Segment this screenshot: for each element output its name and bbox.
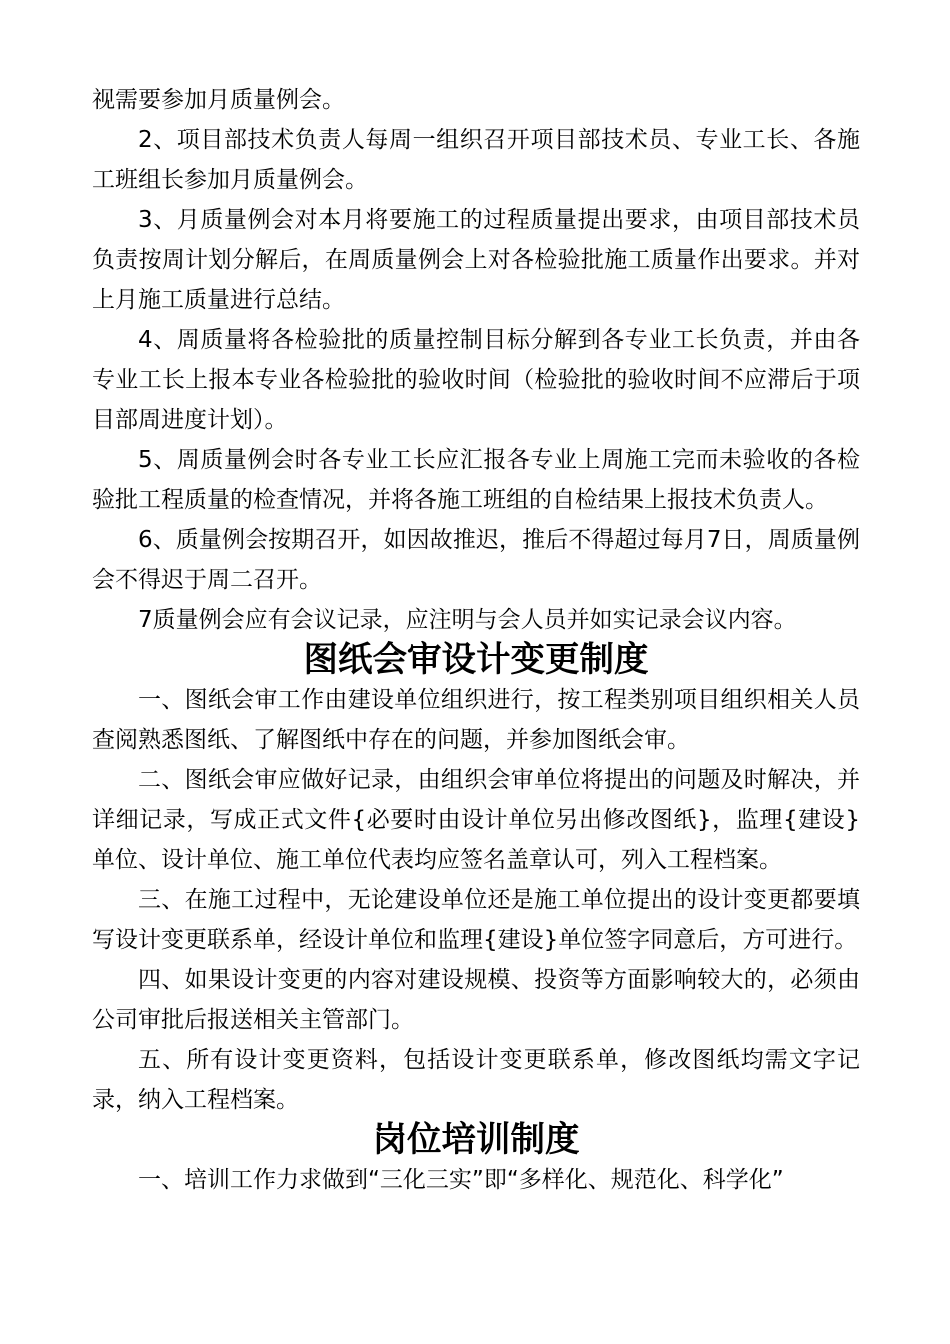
paragraph-drawing-item-3: 三、在施工过程中，无论建设单位还是施工单位提出的设计变更都要填写设计变更联系单，经设计单位和监理{建设}单位签字同意后，方可进行。 bbox=[92, 887, 860, 953]
paragraph-meeting-item-7: 7质量例会应有会议记录，应注明与会人员并如实记录会议内容。 bbox=[138, 607, 797, 633]
paragraph-meeting-item-6: 6、质量例会按期召开，如因故推迟，推后不得超过每月7日，周质量例会不得迟于周二召开。 bbox=[92, 527, 860, 593]
section-title-drawing-review: 图纸会审设计变更制度 bbox=[303, 640, 649, 680]
paragraph-meeting-item-3: 3、月质量例会对本月将要施工的过程质量提出要求，由项目部技术员负责按周计划分解后，在周质量例会上对各检验批施工质量作出要求。并对上月施工质量进行总结。 bbox=[92, 207, 860, 313]
paragraph-meeting-continuation: 视需要参加月质量例会。 bbox=[92, 87, 345, 113]
section-title-training: 岗位培训制度 bbox=[372, 1120, 580, 1160]
paragraph-drawing-item-1: 一、图纸会审工作由建设单位组织进行，按工程类别项目组织相关人员查阅熟悉图纸、了解图纸中存在的问题，并参加图纸会审。 bbox=[92, 687, 860, 753]
document-page bbox=[92, 80, 860, 1200]
paragraph-meeting-item-4: 4、周质量将各检验批的质量控制目标分解到各专业工长负责，并由各专业工长上报本专业各检验批的验收时间（检验批的验收时间不应滞后于项目部周进度计划）。 bbox=[92, 327, 860, 433]
paragraph-drawing-item-2: 二、图纸会审应做好记录，由组织会审单位将提出的问题及时解决，并详细记录，写成正式文件{必要时由设计单位另出修改图纸}，监理{建设}单位、设计单位、施工单位代表均应签名盖章认可，列入工程档案。 bbox=[92, 767, 860, 873]
paragraph-drawing-item-4: 四、如果设计变更的内容对建设规模、投资等方面影响较大的，必须由公司审批后报送相关主管部门。 bbox=[92, 967, 860, 1033]
paragraph-meeting-item-2: 2、项目部技术负责人每周一组织召开项目部技术员、专业工长、各施工班组长参加月质量例会。 bbox=[92, 127, 860, 193]
paragraph-meeting-item-5: 5、周质量例会时各专业工长应汇报各专业上周施工完而未验收的各检验批工程质量的检查情况，并将各施工班组的自检结果上报技术负责人。 bbox=[92, 447, 860, 513]
paragraph-drawing-item-5: 五、所有设计变更资料，包括设计变更联系单，修改图纸均需文字记录，纳入工程档案。 bbox=[92, 1047, 860, 1113]
paragraph-training-item-1: 一、培训工作力求做到“三化三实”即“多样化、规范化、科学化” bbox=[138, 1167, 784, 1193]
